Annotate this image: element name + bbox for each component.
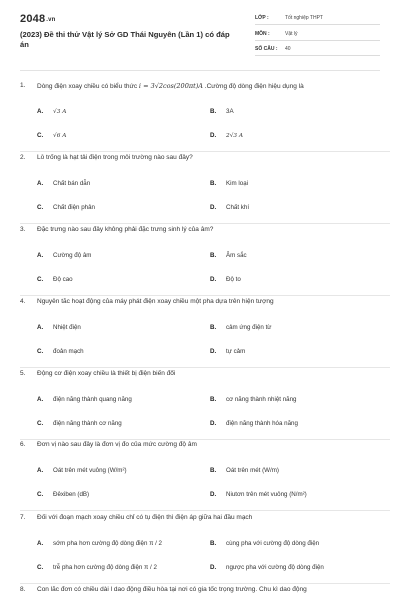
question-text: Đặc trưng nào sau đây không phải đặc trưng sinh lý của âm? [37, 226, 214, 233]
option-c[interactable]: C. điện năng thành cơ năng [37, 420, 122, 427]
option-b[interactable]: B. Oát trên mét (W/m) [210, 467, 279, 474]
option-c[interactable]: C. √6 A [37, 132, 67, 139]
option-d[interactable]: D. tự cảm [210, 348, 246, 355]
meta-class-value: Tốt nghiệp THPT [285, 15, 323, 21]
question-text: Con lắc đơn có chiều dài l dao động điều hòa tại nơi có gia tốc trọng trường. Chu kì dao động [37, 586, 307, 593]
question-6 [20, 441, 390, 511]
option-a[interactable]: A. Oát trên mét vuông (W/m²) [37, 467, 127, 474]
meta-subject-label: MÔN : [255, 31, 270, 37]
question-8 [20, 586, 390, 600]
option-d[interactable]: D. 2√3 A [210, 132, 244, 139]
question-number: 1. [20, 82, 26, 89]
exam-title: (2023) Đề thi thử Vật lý Sở GD Thái Nguyên (Lần 1) có đáp án [20, 30, 230, 49]
question-text: Động cơ điện xoay chiều là thiết bị điện biến đổi [37, 370, 176, 377]
option-b[interactable]: B. cơ năng thành nhiệt năng [210, 396, 297, 403]
question-number: 8. [20, 586, 26, 593]
option-b[interactable]: B. cùng pha với cường độ dòng điện [210, 540, 320, 547]
option-c[interactable]: C. trễ pha hơn cường độ dòng điện π / 2 [37, 564, 157, 571]
question-1 [20, 82, 390, 152]
question-2 [20, 154, 390, 224]
option-b[interactable]: B. Âm sắc [210, 252, 247, 259]
option-d[interactable]: D. Độ to [210, 276, 241, 283]
option-d[interactable]: D. ngược pha với cường độ dòng điện [210, 564, 324, 571]
meta-count-label: SỐ CÂU : [255, 46, 278, 52]
exam-header [0, 0, 400, 70]
option-d[interactable]: D. Niutơn trên mét vuông (N/m²) [210, 491, 307, 498]
question-number: 5. [20, 370, 26, 377]
question-number: 6. [20, 441, 26, 448]
question-number: 2. [20, 154, 26, 161]
option-c[interactable]: C. Độ cao [37, 276, 73, 283]
question-text: Dòng điện xoay chiều có biểu thức i = 3√2cos(200πt)A .Cường độ dòng điện hiệu dụng là [37, 82, 304, 90]
question-text: Nguyên tắc hoạt động của máy phát điện xoay chiều một pha dựa trên hiện tượng [37, 298, 274, 305]
question-text: Đơn vị nào sau đây là đơn vị đo của mức cường độ âm [37, 441, 197, 448]
meta-subject-value: Vật lý [285, 31, 298, 37]
option-a[interactable]: A. √3 A [37, 108, 67, 115]
option-b[interactable]: B. cảm ứng điện từ [210, 324, 272, 331]
site-logo[interactable]: 2048.vn [20, 13, 56, 25]
question-text: Đối với đoạn mạch xoay chiều chỉ có tụ điện thì điện áp giữa hai đầu mạch [37, 514, 253, 521]
option-a[interactable]: A. điện năng thành quang năng [37, 396, 132, 403]
meta-question-count [255, 43, 380, 56]
option-b[interactable]: B. Kim loại [210, 180, 249, 187]
option-a[interactable]: A. Cường độ âm [37, 252, 92, 259]
option-c[interactable]: C. Chất điện phân [37, 204, 95, 211]
option-c[interactable]: C. Đêxiben (dB) [37, 491, 90, 498]
option-c[interactable]: C. đoản mạch [37, 348, 84, 355]
option-a[interactable]: A. Chất bán dẫn [37, 180, 91, 187]
option-a[interactable]: A. Nhiệt điện [37, 324, 81, 331]
question-4 [20, 298, 390, 368]
question-5 [20, 370, 390, 440]
meta-subject [255, 28, 380, 41]
meta-count-value: 40 [285, 46, 291, 52]
option-d[interactable]: D. Chất khí [210, 204, 250, 211]
question-7 [20, 514, 390, 584]
option-b[interactable]: B. 3A [210, 108, 234, 115]
meta-class [255, 12, 380, 25]
meta-class-label: LỚP : [255, 15, 269, 21]
option-a[interactable]: A. sớm pha hơn cường độ dòng điện π / 2 [37, 540, 162, 547]
question-number: 3. [20, 226, 26, 233]
header-divider [20, 70, 380, 71]
question-3 [20, 226, 390, 296]
question-number: 7. [20, 514, 26, 521]
question-number: 4. [20, 298, 26, 305]
question-text: Lỗ trống là hạt tải điện trong môi trường nào sau đây? [37, 154, 193, 161]
option-d[interactable]: D. điện năng thành hóa năng [210, 420, 298, 427]
